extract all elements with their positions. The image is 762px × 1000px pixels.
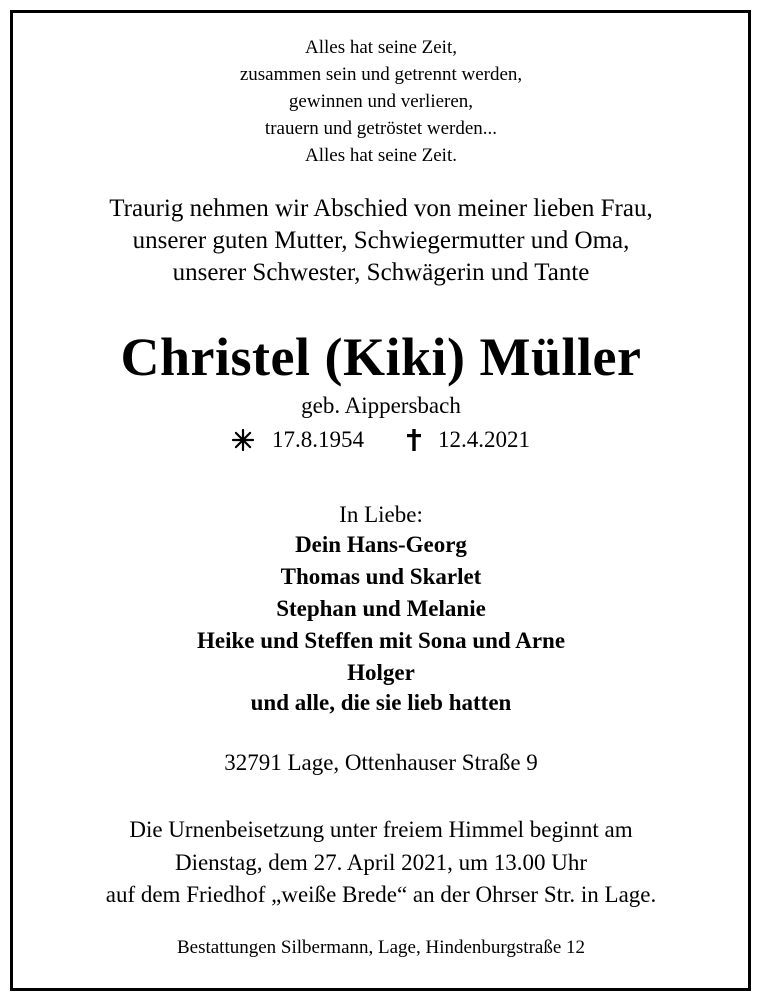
family-member: Dein Hans-Georg xyxy=(295,532,467,557)
family-member: Stephan und Melanie xyxy=(276,596,486,621)
maiden-name: geb. Aippersbach xyxy=(301,393,461,418)
poem-line: zusammen sein und getrennt werden, xyxy=(239,64,523,85)
funeral-notice-line: Dienstag, dem 27. April 2021, um 13.00 Uhr xyxy=(174,850,588,875)
poem-line: Alles hat seine Zeit. xyxy=(305,145,457,166)
intro-line: unserer Schwester, Schwägerin und Tante xyxy=(172,259,590,286)
deceased-name: Christel (Kiki) Müller xyxy=(120,327,642,387)
intro-line: unserer guten Mutter, Schwiegermutter und Oma, xyxy=(132,227,630,254)
poem-line: gewinnen und verlieren, xyxy=(288,91,474,112)
family-member: Holger xyxy=(347,660,415,685)
family-member: und alle, die sie lieb hatten xyxy=(250,690,512,715)
poem-line: trauern und getröstet werden... xyxy=(264,118,498,139)
life-dates xyxy=(0,423,762,455)
cross-icon xyxy=(406,429,422,451)
family-member: Thomas und Skarlet xyxy=(280,564,482,589)
undertaker: Bestattungen Silbermann, Lage, Hindenburgstraße 12 xyxy=(176,937,586,958)
address: 32791 Lage, Ottenhauser Straße 9 xyxy=(224,750,538,775)
star-icon xyxy=(232,429,254,451)
intro-line: Traurig nehmen wir Abschied von meiner lieben Frau, xyxy=(109,195,653,222)
funeral-notice-line: auf dem Friedhof „weiße Brede“ an der Ohrser Str. in Lage. xyxy=(105,882,657,907)
family-member: Heike und Steffen mit Sona und Arne xyxy=(196,628,566,653)
birth-date: 17.8.1954 xyxy=(272,426,364,452)
family-label: In Liebe: xyxy=(339,502,423,527)
death-date: 12.4.2021 xyxy=(438,426,530,452)
poem-line: Alles hat seine Zeit, xyxy=(305,37,457,58)
funeral-notice-line: Die Urnenbeisetzung unter freiem Himmel beginnt am xyxy=(129,817,633,842)
